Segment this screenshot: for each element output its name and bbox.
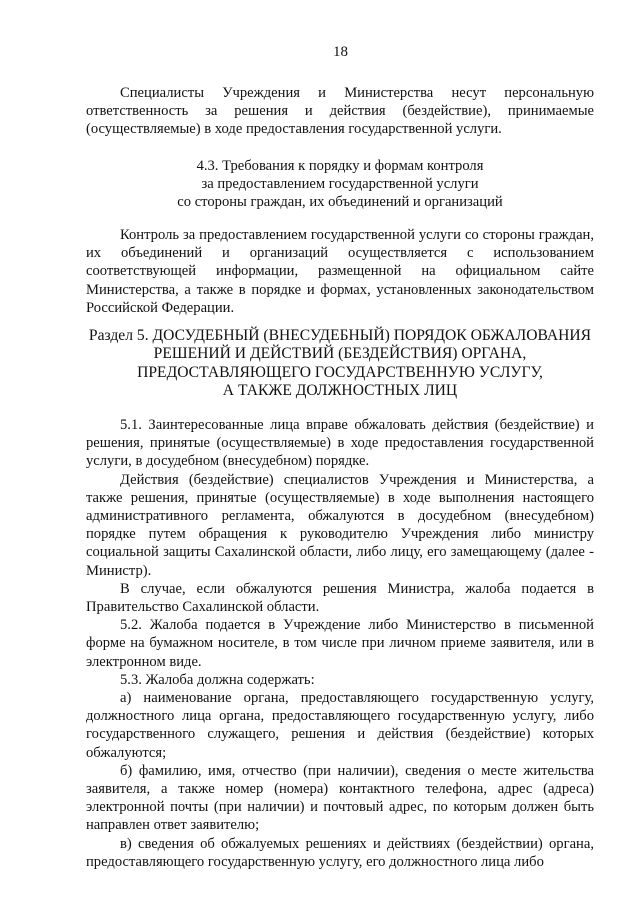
paragraph-actions: Действия (бездействие) специалистов Учреждения и Министерства, а также решения, принятые (осуществляемые) в ходе выполнения настоящего административного регламента, обжалуются в досудебном (внесудебном) порядке путем обращения к руководителю Учреждения либо министру социальной защиты Сахалинской области, либо лицу, его замещающему (далее - Министр). xyxy=(86,471,594,579)
paragraph-5-2: 5.2. Жалоба подается в Учреждение либо Министерство в письменной форме на бумажном носителе, в том числе при личном приеме заявителя, или в электронном виде. xyxy=(86,617,594,670)
paragraph-5-1: 5.1. Заинтересованные лица вправе обжаловать действия (бездействие) и решения, принятые (осуществляемые) в ходе предоставления государственной услуги, в досудебном (внесудебном) порядке. xyxy=(86,417,594,470)
section-heading-line: РЕШЕНИЙ И ДЕЙСТВИЙ (БЕЗДЕЙСТВИЯ) ОРГАНА, xyxy=(153,345,527,363)
subheading-line: со стороны граждан, их объединений и организаций xyxy=(177,194,503,211)
subheading-line: 4.3. Требования к порядку и формам контроля xyxy=(196,158,484,174)
section-heading-line: ПРЕДОСТАВЛЯЮЩЕГО ГОСУДАРСТВЕННУЮ УСЛУГУ, xyxy=(137,363,543,381)
section-heading-line: Раздел 5. ДОСУДЕБНЫЙ (ВНЕСУДЕБНЫЙ) ПОРЯДОК ОБЖАЛОВАНИЯ xyxy=(88,327,592,344)
subheading-line: за предоставлением государственной услуги xyxy=(201,176,479,193)
paragraph-text: Контроль за предоставлением государственной услуги со стороны граждан, их объединений и организаций осуществляется с использованием соответствующей информации, размещенной на официальном сайте Министерства, а также в порядке и формах, установленных законодательством Российской Федерации. xyxy=(86,227,594,316)
paragraph-minister-decisions: В случае, если обжалуются решения Министра, жалоба подается в Правительство Сахалинской области. xyxy=(86,580,594,616)
paragraph-text: Специалисты Учреждения и Министерства несут персональную ответственность за решения и действия (бездействие), принимаемые (осуществляемые) в ходе предоставления государственной услуги. xyxy=(86,85,594,138)
section-5-heading xyxy=(86,327,594,401)
list-item-a: а) наименование органа, предоставляющего государственную услугу, должностного лица органа, предоставляющего государственную услугу, либо государственного служащего, решения и действия (бездействие) которых обжалуются; xyxy=(86,690,594,761)
section-heading-line: А ТАКЖЕ ДОЛЖНОСТНЫХ ЛИЦ xyxy=(222,382,458,400)
paragraph-control xyxy=(86,226,594,317)
paragraph-5-3: 5.3. Жалоба должна содержать: xyxy=(120,671,315,688)
paragraph-responsibility xyxy=(86,84,594,139)
subheading-4-3 xyxy=(86,157,594,212)
section-5-body xyxy=(86,416,594,871)
list-item-b: б) фамилию, имя, отчество (при наличии), сведения о месте жительства заявителя, а также номер (номера) контактного телефона, адрес (адреса) электронной почты (при наличии) и почтовый адрес, по которым должен быть направлен ответ заявителю; xyxy=(86,762,594,834)
page-number: 18 xyxy=(333,44,348,60)
list-item-v: в) сведения об обжалуемых решениях и действиях (бездействии) органа, предоставляющего государственную услугу, его должностного лица либо xyxy=(86,835,594,870)
